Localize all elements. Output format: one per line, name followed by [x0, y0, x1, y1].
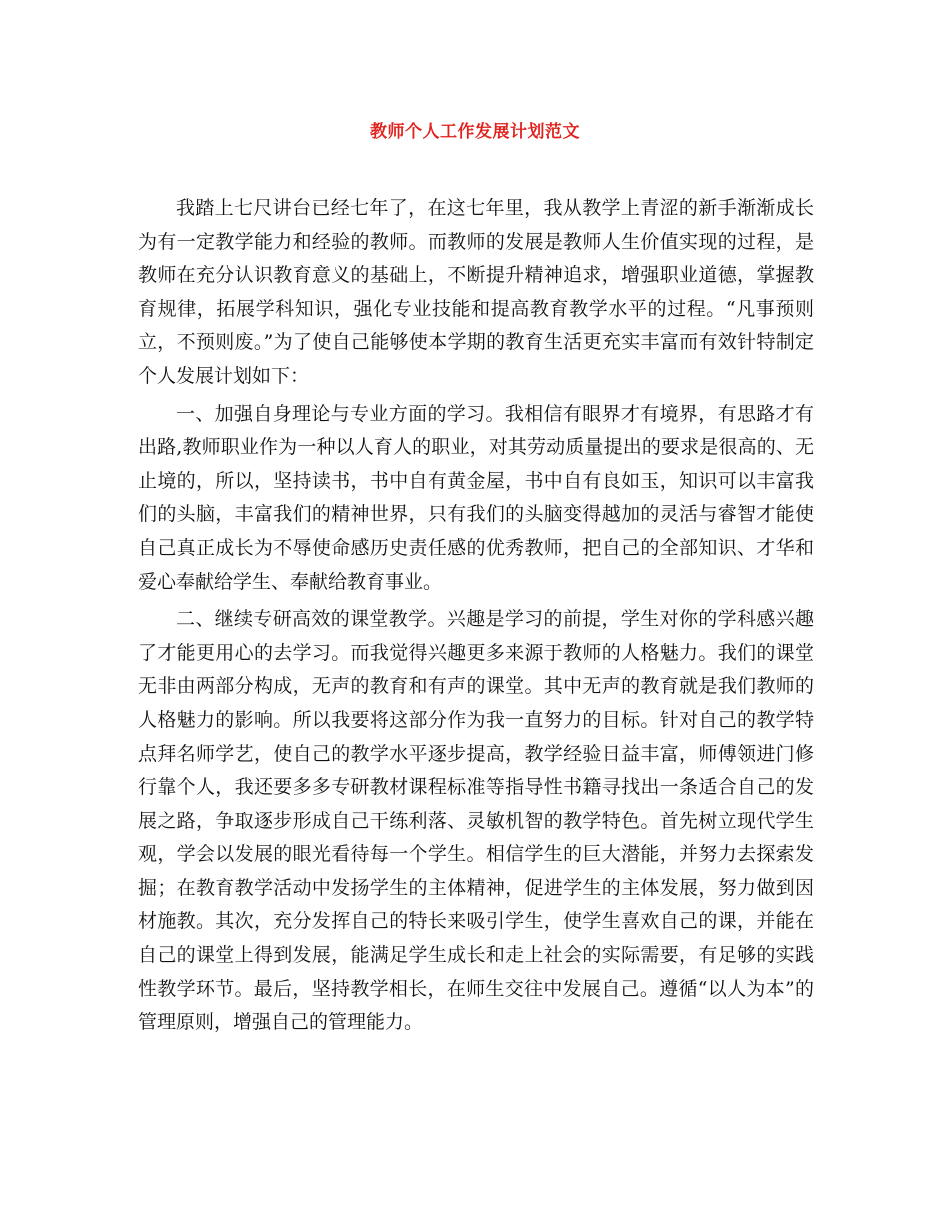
document-body: [138, 192, 814, 1044]
paragraph-section-2: 二、继续专研高效的课堂教学。兴趣是学习的前提，学生对你的学科感兴趣了才能更用心的去学习。而我觉得兴趣更多来源于教师的人格魅力。我们的课堂无非由两部分构成，无声的教育和有声的课堂。其中无声的教育就是我们教师的人格魅力的影响。所以我要将这部分作为我一直努力的目标。针对自己的教学特点拜名师学艺，使自己的教学水平逐步提高，教学经验日益丰富，师傅领进门修行靠个人，我还要多多专研教材课程标准等指导性书籍寻找出一条适合自己的发展之路，争取逐步形成自己干练利落、灵敏机智的教学特色。首先树立现代学生观，学会以发展的眼光看待每一个学生。相信学生的巨大潜能，并努力去探索发掘；在教育教学活动中发扬学生的主体精神，促进学生的主体发展，努力做到因材施教。其次，充分发挥自己的特长来吸引学生，使学生喜欢自己的课，并能在自己的课堂上得到发展，能满足学生成长和走上社会的实际需要，有足够的实践性教学环节。最后，坚持教学相长，在师生交往中发展自己。遵循“以人为本”的管理原则，增强自己的管理能力。: [138, 608, 814, 1034]
document-title: 教师个人工作发展计划范文: [370, 122, 580, 142]
paragraph-intro: 我踏上七尺讲台已经七年了，在这七年里，我从教学上青涩的新手渐渐成长为有一定教学能力和经验的教师。而教师的发展是教师人生价值实现的过程，是教师在充分认识教育意义的基础上，不断提升精神追求，增强职业道德，掌握教育规律，拓展学科知识，强化专业技能和提高教育教学水平的过程。“凡事预则立，不预则废。”为了使自己能够使本学期的教育生活更充实丰富而有效针特制定个人发展计划如下：: [138, 197, 814, 387]
paragraph-section-1: 一、加强自身理论与专业方面的学习。我相信有眼界才有境界，有思路才有出路,教师职业作为一种以人育人的职业，对其劳动质量提出的要求是很高的、无止境的，所以，坚持读书，书中自有黄金屋，书中自有良如玉，知识可以丰富我们的头脑，丰富我们的精神世界，只有我们的头脑变得越加的灵活与睿智才能使自己真正成长为不辱使命感历史责任感的优秀教师，把自己的全部知识、才华和爱心奉献给学生、奉献给教育事业。: [138, 402, 814, 593]
